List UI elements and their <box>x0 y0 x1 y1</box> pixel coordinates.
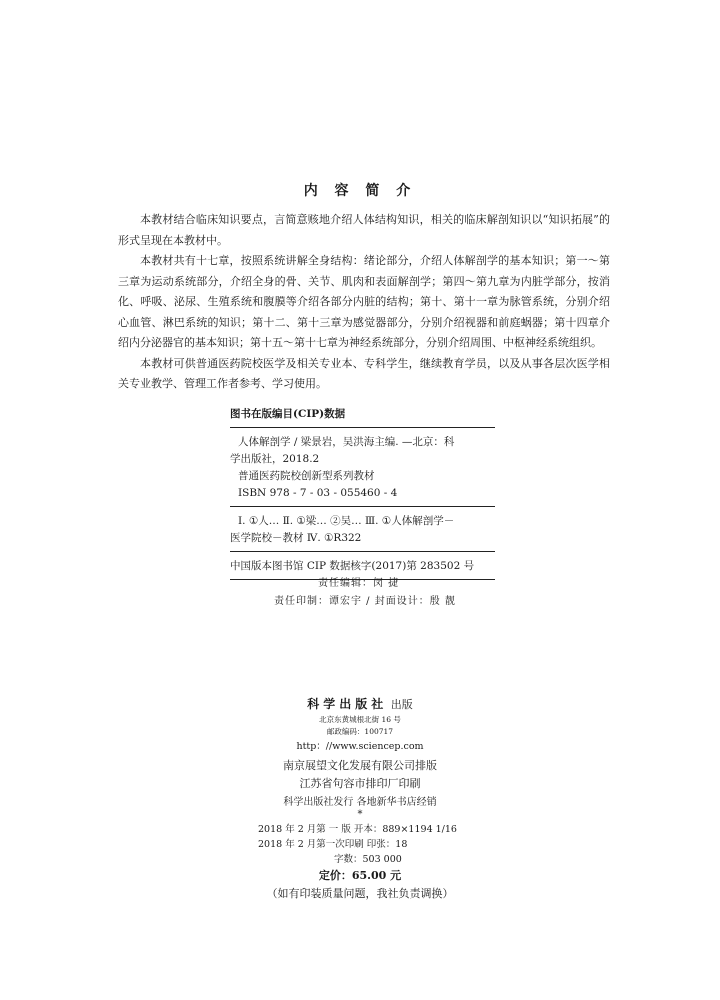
summary-title: 内 容 简 介 <box>303 183 417 199</box>
printer: 江苏省句容市排印厂印刷 <box>299 777 421 790</box>
word-count: 字数：503 000 <box>334 854 402 865</box>
cip-class-block <box>230 507 495 551</box>
distributor: 科学出版社发行 各地新华书店经销 <box>283 797 437 808</box>
cip-line-2: 学出版社，2018.2 <box>230 453 320 465</box>
summary-body <box>118 210 610 395</box>
responsible-editor: 责任编辑：闵 捷 <box>318 578 400 589</box>
price: 定价：65.00 元 <box>318 869 402 882</box>
edition-line: 2018 年 2 月第 一 版 开本：889×1194 1/16 <box>258 824 457 835</box>
summary-paragraph-1: 本教材结合临床知识要点，言简意赅地介绍人体结构知识，相关的临床解剖知识以“知识拓展”的形式呈现在本教材中。 <box>118 213 610 247</box>
cip-line-5: Ⅰ. ①人… Ⅱ. ①梁… ②吴… Ⅲ. ①人体解剖学－ <box>238 515 455 527</box>
publisher-line <box>0 695 720 712</box>
publisher-postcode: 邮政编码：100717 <box>326 727 394 736</box>
cip-line-1: 人体解剖学 / 梁景岩，吴洪海主编. —北京：科 <box>238 436 455 448</box>
cip-record-number: 中国版本图书馆 CIP 数据核字(2017)第 283502 号 <box>230 560 475 572</box>
cip-heading: 图书在版编目(CIP)数据 <box>230 408 346 420</box>
print-and-cover-credits: 责任印制：谭宏宇 / 封面设计：殷 靓 <box>274 596 456 607</box>
quality-notice: （如有印装质量问题，我社负责调换） <box>266 887 454 900</box>
publisher-suffix: 出版 <box>387 698 413 711</box>
summary-paragraph-3: 本教材可供普通医药院校医学及相关专业本、专科学生，继续教育学员，以及从事各层次医学相关专业教学、管理工作者参考、学习使用。 <box>118 356 610 390</box>
separator-star: * <box>357 809 363 820</box>
cip-data-block <box>230 406 495 580</box>
publisher-website: http：//www.sciencep.com <box>296 741 424 752</box>
cip-record-block <box>230 428 495 506</box>
typesetter: 南京展望文化发展有限公司排版 <box>283 759 437 772</box>
printing-line: 2018 年 2 月第一次印刷 印张：18 <box>258 839 408 850</box>
summary-paragraph-2: 本教材共有十七章，按照系统讲解全身结构：绪论部分，介绍人体解剖学的基本知识；第一～第三章为运动系统部分，介绍全身的骨、关节、肌肉和表面解剖学；第四～第九章为内脏学部分，按消化、呼吸、泌尿、生殖系统和腹膜等介绍各部分内脏的结构；第十、第十一章为脉管系统，分别介绍心血管、淋巴系统的知识；第十二、第十三章为感觉器部分，分别介绍视器和前庭蜗器；第十四章介绍内分泌器官的基本知识；第十五～第十七章为神经系统部分，分别介绍周围、中枢神经系统组织。 <box>118 254 610 349</box>
cip-line-6: 医学院校－教材 Ⅳ. ①R322 <box>230 532 362 544</box>
cip-line-3: 普通医药院校创新型系列教材 <box>238 470 375 482</box>
publisher-name: 科学出版社 <box>307 697 388 711</box>
publisher-address: 北京东黄城根北街 16 号 <box>319 715 401 724</box>
cip-isbn: ISBN 978 - 7 - 03 - 055460 - 4 <box>238 487 398 499</box>
